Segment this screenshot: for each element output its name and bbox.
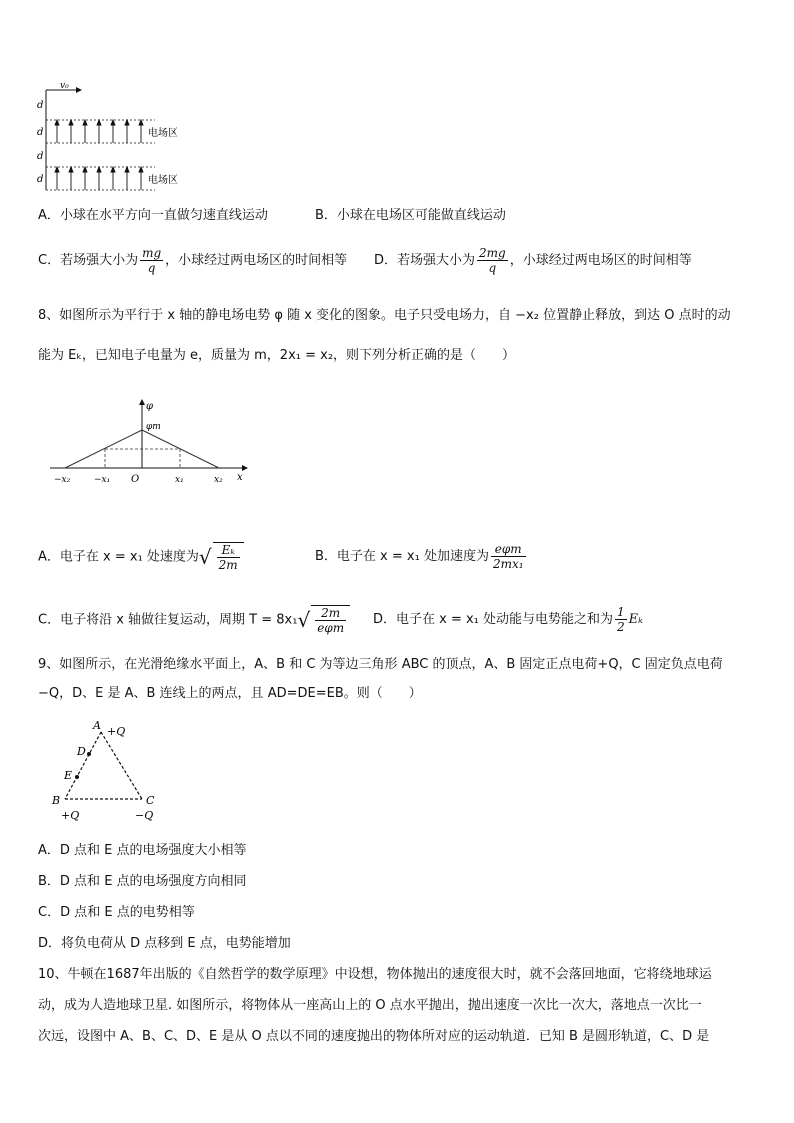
q7-option-d xyxy=(374,246,692,275)
phi-m-label: φm xyxy=(146,422,161,432)
x-axis-label: x xyxy=(237,472,243,483)
q8-option-d-fraction xyxy=(615,605,627,634)
q8-option-c-prefix: C．电子将沿 x 轴做往复运动，周期 T = 8x₁ xyxy=(38,612,298,628)
d-label-4: d xyxy=(37,174,44,185)
q8-option-d-suffix: Eₖ xyxy=(628,612,643,627)
field-region-label-1: 电场区 xyxy=(148,128,178,139)
q8-option-a-denominator: 2m xyxy=(218,558,238,572)
q8-option-d-numerator: 1 xyxy=(617,605,625,619)
q8-option-c-fraction xyxy=(315,606,346,635)
q8-option-d-prefix: D．电子在 x = x₁ 处动能与电势能之和为 xyxy=(373,612,614,627)
d-label-2: d xyxy=(37,127,44,138)
q10-stem-line-3: 次远，设图中 A、B、C、D、E 是从 O 点以不同的速度抛出的物体所对应的运动轨道．已知 B 是圆形轨道，C、D 是 xyxy=(38,1029,710,1044)
q8-option-a-numerator: Eₖ xyxy=(217,543,240,558)
q7-option-d-suffix: ，小球经过两电场区的时间相等 xyxy=(509,253,692,268)
sqrt-sign: √ xyxy=(198,545,212,569)
origin-label: O xyxy=(131,474,140,485)
q7-option-d-fraction xyxy=(477,246,508,275)
q9-option-b: B．D 点和 E 点的电场强度方向相同 xyxy=(38,874,247,889)
q10-stem-line-1: 10、牛顿在1687年出版的《自然哲学的数学原理》中设想，物体抛出的速度很大时，就不会落回地面，它将绕地球运 xyxy=(38,967,712,982)
q7-option-c-denominator: q xyxy=(147,261,156,275)
q7-option-a: A．小球在水平方向一直做匀速直线运动 xyxy=(38,208,268,223)
q7-option-d-numerator: 2mg xyxy=(479,246,506,260)
q8-option-a-prefix: A．电子在 x = x₁ 处速度为 xyxy=(38,549,199,565)
q7-option-c-fraction xyxy=(140,246,163,275)
q7-option-c-prefix: C．若场强大小为 xyxy=(38,253,139,268)
q7-option-c xyxy=(38,246,347,275)
q8-option-c-denominator: eφm xyxy=(317,621,345,635)
vertex-c-charge: −Q xyxy=(135,809,154,822)
v0-label: v₀ xyxy=(60,81,69,91)
triangle-charges-figure xyxy=(45,715,175,830)
sqrt-sign: √ xyxy=(297,608,311,632)
neg-x2-label: −x₂ xyxy=(54,475,71,485)
q9-stem-line-2: −Q，D、E 是 A、B 连线上的两点，且 AD=DE=EB。则（ ） xyxy=(38,686,422,701)
q7-option-b: B．小球在电场区可能做直线运动 xyxy=(315,208,506,223)
q7-option-c-suffix: ，小球经过两电场区的时间相等 xyxy=(165,253,348,268)
x2-label: x₂ xyxy=(214,475,223,485)
q7-option-c-numerator: mg xyxy=(142,246,162,260)
q8-option-b-fraction xyxy=(491,542,526,571)
q8-option-d xyxy=(373,605,643,634)
d-label-1: d xyxy=(37,100,44,111)
q10-stem-line-2: 动，成为人造地球卫星. 如图所示，将物体从一座高山上的 O 点水平抛出，抛出速度一次比一次大，落地点一次比一 xyxy=(38,998,702,1013)
vertex-b-label: B xyxy=(52,794,61,807)
point-d-label: D xyxy=(77,745,86,758)
point-e-label: E xyxy=(64,769,73,782)
q8-option-d-denominator: 2 xyxy=(617,620,625,634)
q9-option-a: A．D 点和 E 点的电场强度大小相等 xyxy=(38,843,247,858)
q8-option-b xyxy=(315,542,528,571)
vertex-a-charge: +Q xyxy=(107,725,126,738)
x1-label: x₁ xyxy=(175,475,184,485)
q8-option-a-fraction xyxy=(217,543,240,572)
q8-option-b-denominator: 2mx₁ xyxy=(492,557,524,571)
q7-option-d-prefix: D．若场强大小为 xyxy=(374,253,476,268)
q8-stem-line-2: 能为 Eₖ，已知电子电量为 e，质量为 m，2x₁ = x₂，则下列分析正确的是（ ） xyxy=(38,348,516,363)
q9-stem-line-1: 9、如图所示，在光滑绝缘水平面上，A、B 和 C 为等边三角形 ABC 的顶点，A、B 固定正点电荷+Q，C 固定负点电荷 xyxy=(38,657,723,672)
vertex-b-charge: +Q xyxy=(61,809,80,822)
neg-x1-label: −x₁ xyxy=(94,475,111,485)
phi-axis-label: φ xyxy=(146,401,154,412)
q8-option-c xyxy=(38,605,350,635)
vertex-c-label: C xyxy=(146,794,155,807)
vertex-a-label: A xyxy=(93,719,101,732)
electric-field-region-figure xyxy=(30,80,200,195)
q9-option-d: D．将负电荷从 D 点移到 E 点，电势能增加 xyxy=(38,936,291,951)
d-label-3: d xyxy=(37,151,44,162)
q8-option-a xyxy=(38,542,244,572)
q8-option-b-numerator: eφm xyxy=(491,542,526,557)
q8-option-c-numerator: 2m xyxy=(315,606,346,621)
potential-graph-figure xyxy=(50,395,260,490)
q8-option-b-prefix: B．电子在 x = x₁ 处加速度为 xyxy=(315,549,489,564)
field-region-label-2: 电场区 xyxy=(148,175,178,186)
q7-option-d-denominator: q xyxy=(488,261,497,275)
q9-option-c: C．D 点和 E 点的电势相等 xyxy=(38,905,195,920)
q8-stem-line-1: 8、如图所示为平行于 x 轴的静电场电势 φ 随 x 变化的图象。电子只受电场力，自 −x₂ 位置静止释放，到达 O 点时的动 xyxy=(38,308,731,323)
